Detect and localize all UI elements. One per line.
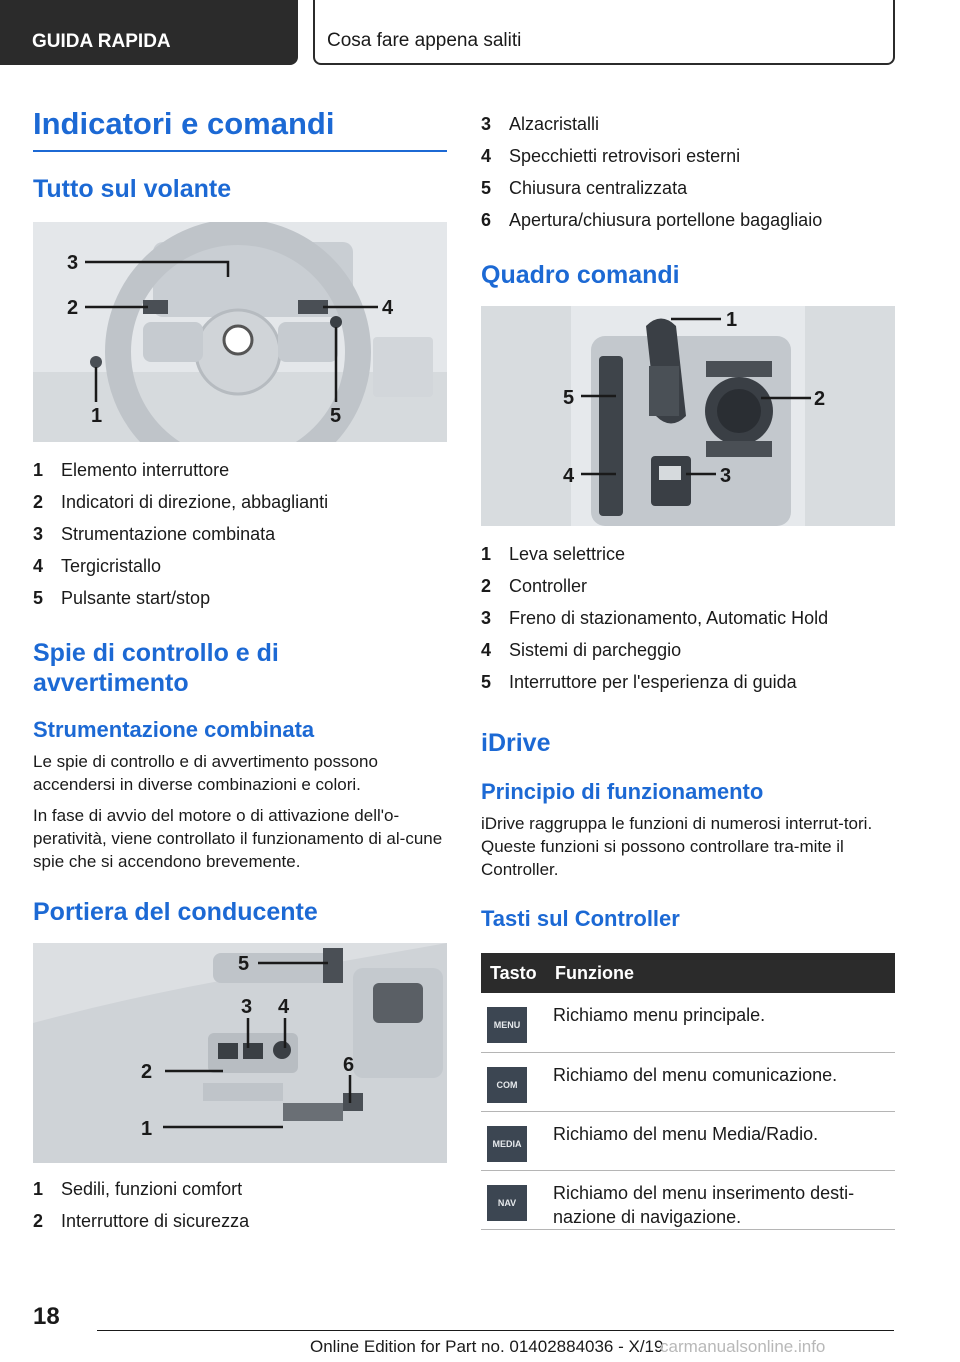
door-panel-figure (33, 943, 447, 1163)
door-callout: 2 (141, 1061, 153, 1083)
console-callout: 3 (720, 465, 732, 487)
steering-wheel-figure (33, 222, 447, 442)
com-key-icon: COM (487, 1067, 527, 1103)
media-key-icon: MEDIA (487, 1126, 527, 1162)
list-item: 1 Sedili, funzioni comfort (33, 1179, 243, 1199)
door-callout: 1 (141, 1118, 153, 1140)
list-item: 6 Apertura/chiusura portellone bagagliaio (481, 210, 823, 230)
page-number: 18 (33, 1303, 60, 1330)
table-row (481, 1052, 895, 1111)
footer-edition: Online Edition for Part no. 01402884036 - X/19 (310, 1337, 664, 1356)
list-item: 3 Alzacristalli (481, 114, 600, 134)
left-column (33, 100, 447, 1237)
section-tab: GUIDA RAPIDA (0, 0, 298, 65)
door-callout: 4 (278, 996, 290, 1018)
chapter-tab: Cosa fare appena saliti (313, 0, 895, 65)
table-cell: Richiamo del menu comunicazione. (553, 1052, 895, 1111)
steering-heading: Tutto sul volante (33, 175, 232, 203)
door-callout: 3 (241, 996, 253, 1018)
table-header-function: Funzione (553, 953, 895, 993)
steering-callout: 4 (382, 297, 394, 319)
list-item: 5 Interruttore per l'esperienza di guida (481, 672, 797, 692)
list-item: 1 Leva selettrice (481, 544, 626, 564)
idrive-paragraph: iDrive raggruppa le funzioni di numerosi interrut-tori. Queste funzioni si possono controllare tra-mite il Controller. (481, 814, 873, 879)
steering-callout: 5 (330, 405, 342, 427)
list-item: 5 Chiusura centralizzata (481, 178, 688, 198)
steering-callout: 2 (67, 297, 79, 319)
table-cell: Richiamo del menu Media/Radio. (553, 1111, 895, 1170)
footer-watermark: carmanualsonline.info (660, 1337, 826, 1356)
keys-heading: Tasti sul Controller (481, 906, 680, 931)
menu-key-icon: MENU (487, 1007, 527, 1043)
table-cell: Richiamo menu principale. (553, 993, 895, 1052)
idrive-heading: iDrive (481, 729, 551, 757)
list-item: 4 Sistemi di parcheggio (481, 640, 682, 660)
door-callout: 5 (238, 953, 250, 975)
door-heading: Portiera del conducente (33, 898, 318, 926)
warning-subheading: Strumentazione combinata (33, 717, 315, 742)
page-title: Indicatori e comandi (33, 106, 447, 152)
list-item: 3 Strumentazione combinata (33, 524, 276, 544)
center-console-figure (481, 306, 895, 526)
list-item: 3 Freno di stazionamento, Automatic Hold (481, 608, 829, 628)
table-row (481, 1111, 895, 1170)
list-item: 2 Interruttore di sicurezza (33, 1211, 250, 1231)
warning-heading: Spie di controllo e di avvertimento (33, 639, 279, 697)
console-callout: 2 (814, 388, 826, 410)
idrive-subheading: Principio di funzionamento (481, 779, 764, 804)
console-list (481, 538, 895, 698)
warning-paragraph-2: In fase di avvio del motore o di attivazione dell'o-peratività, viene controllato il funzionamento di al-cune spie che si accendono brevemente. (33, 806, 443, 871)
warning-paragraph-1: Le spie di controllo e di avvertimento possono accendersi in diverse combinazioni e colori. (33, 752, 378, 794)
door-list-right (481, 108, 895, 236)
list-item: 1 Elemento interruttore (33, 460, 230, 480)
list-item: 2 Indicatori di direzione, abbaglianti (33, 492, 329, 512)
list-item: 4 Tergicristallo (33, 556, 162, 576)
table-row (481, 993, 895, 1052)
list-item: 4 Specchietti retrovisori esterni (481, 146, 741, 166)
console-callout: 4 (563, 465, 575, 487)
table-header-key: Tasto (481, 953, 553, 993)
footer-divider (97, 1330, 894, 1331)
door-callout: 6 (343, 1054, 355, 1076)
console-callout: 1 (726, 309, 738, 331)
console-heading: Quadro comandi (481, 261, 680, 289)
table-row (481, 1170, 895, 1229)
steering-callout: 1 (91, 405, 103, 427)
steering-callout: 3 (67, 252, 79, 274)
right-column (481, 110, 895, 1230)
door-list-left (33, 1173, 447, 1237)
steering-list (33, 454, 447, 614)
nav-key-icon: NAV (487, 1185, 527, 1221)
list-item: 2 Controller (481, 576, 588, 596)
console-callout: 5 (563, 387, 575, 409)
table-cell: Richiamo del menu inserimento desti-nazione di navigazione. (553, 1170, 895, 1229)
list-item: 5 Pulsante start/stop (33, 588, 211, 608)
controller-keys-table (481, 953, 895, 1230)
